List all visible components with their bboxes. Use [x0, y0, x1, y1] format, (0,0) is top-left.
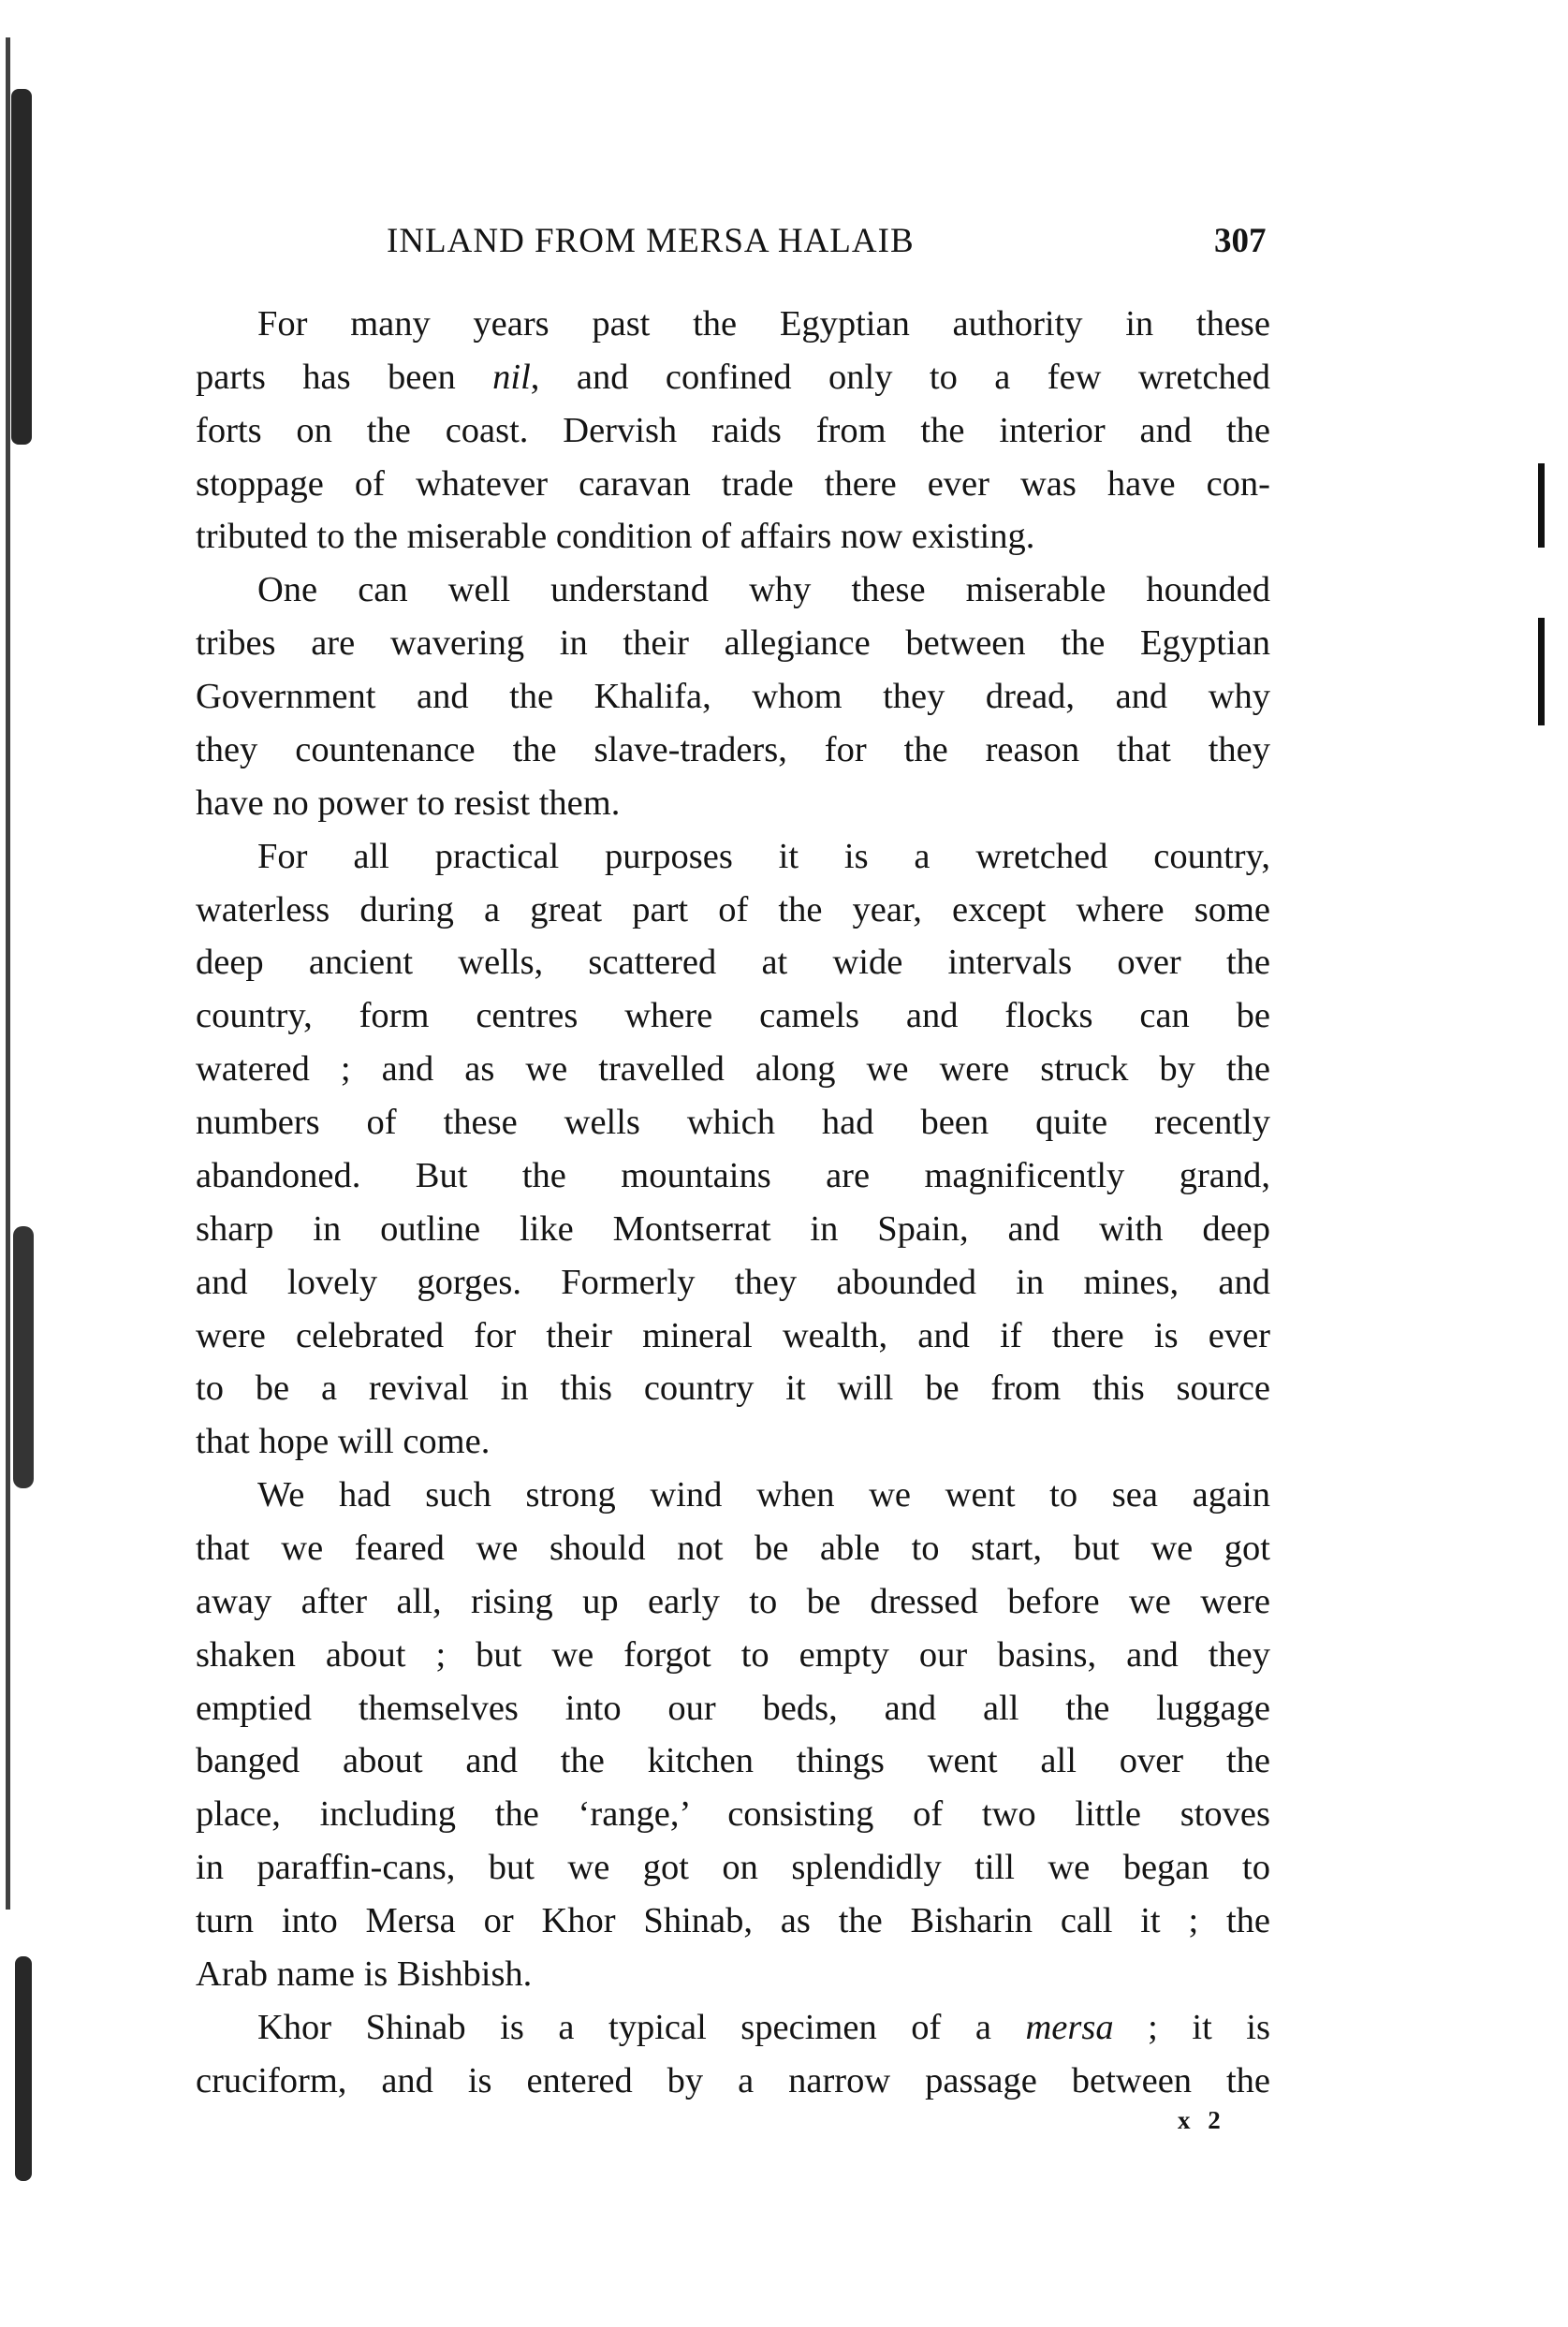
text-line: country, form centres where camels and flocks can be: [196, 996, 1270, 1036]
text-line: [257, 2001, 1270, 2055]
text-line: turn into Mersa or Khor Shinab, as the Bisharin call it ; the: [196, 1901, 1270, 1941]
text-line: stoppage of whatever caravan trade there ever was have con-: [196, 463, 1270, 504]
text-line: shaken about ; but we forgot to empty our basins, and they: [196, 1634, 1270, 1675]
signature-mark: x 2: [1178, 2106, 1226, 2134]
text-line: to be a revival in this country it will be from this source: [196, 1368, 1270, 1409]
text-line: abandoned. But the mountains are magnificently grand,: [196, 1155, 1270, 1195]
text-line: banged about and the kitchen things went all over the: [196, 1741, 1270, 1781]
text-line: watered ; and as we travelled along we were struck by the: [196, 1049, 1270, 1090]
italic-term: mersa: [1025, 2007, 1114, 2047]
text-line: in paraffin-cans, but we got on splendidly till we began to: [196, 1848, 1270, 1888]
text-line: that we feared we should not be able to start, but we got: [196, 1529, 1270, 1568]
text-line: One can well understand why these miserable hounded: [257, 570, 1270, 610]
text-line: We had such strong wind when we went to sea again: [257, 1475, 1270, 1515]
text-line: [196, 351, 1270, 404]
text-line: Arab name is Bishbish.: [196, 1954, 533, 1994]
text-line: numbers of these wells which had been quite recently: [196, 1103, 1270, 1143]
text-line: sharp in outline like Montserrat in Spain, and with deep: [196, 1208, 1270, 1249]
binding-edge-shadow: [13, 1226, 34, 1488]
text-segment: Khor Shinab is a typical specimen of a: [257, 2007, 1026, 2047]
text-line: away after all, rising up early to be dressed before we were: [196, 1581, 1270, 1621]
text-line: place, including the ‘range,’ consisting of two little stoves: [196, 1794, 1270, 1835]
text-segment: parts has been: [196, 357, 493, 397]
text-line: deep ancient wells, scattered at wide intervals over the: [196, 943, 1270, 983]
text-line: For many years past the Egyptian authority in these: [257, 304, 1270, 344]
text-line: and lovely gorges. Formerly they abounded in mines, and: [196, 1262, 1270, 1302]
text-line: have no power to resist them.: [196, 783, 621, 823]
text-line: tributed to the miserable condition of affairs now existing.: [196, 517, 1035, 557]
binding-edge-shadow: [15, 1956, 32, 2181]
text-line: For all practical purposes it is a wretched country,: [257, 836, 1270, 876]
text-segment: ; it is: [1113, 2007, 1270, 2047]
binding-edge-shadow: [11, 89, 32, 445]
text-segment: , and confined only to a few wretched: [530, 357, 1271, 397]
page-number: 307: [1214, 222, 1267, 260]
text-line: that hope will come.: [196, 1422, 491, 1462]
italic-term: nil: [492, 357, 531, 397]
text-line: waterless during a great part of the year, except where some: [196, 889, 1270, 929]
edge-mark: [1538, 618, 1545, 725]
binding-edge-shadow: [6, 37, 10, 1910]
text-line: forts on the coast. Dervish raids from the interior and the: [196, 410, 1270, 450]
text-line: tribes are wavering in their allegiance between the Egyptian: [196, 623, 1270, 664]
text-line: cruciform, and is entered by a narrow passage between the: [196, 2060, 1270, 2100]
text-line: were celebrated for their mineral wealth, and if there is ever: [196, 1315, 1270, 1355]
edge-mark: [1538, 463, 1545, 548]
text-line: emptied themselves into our beds, and all the luggage: [196, 1688, 1270, 1728]
running-title: INLAND FROM MERSA HALAIB: [387, 222, 915, 260]
text-line: Government and the Khalifa, whom they dread, and why: [196, 677, 1270, 717]
text-line: they countenance the slave-traders, for the reason that they: [196, 729, 1270, 769]
